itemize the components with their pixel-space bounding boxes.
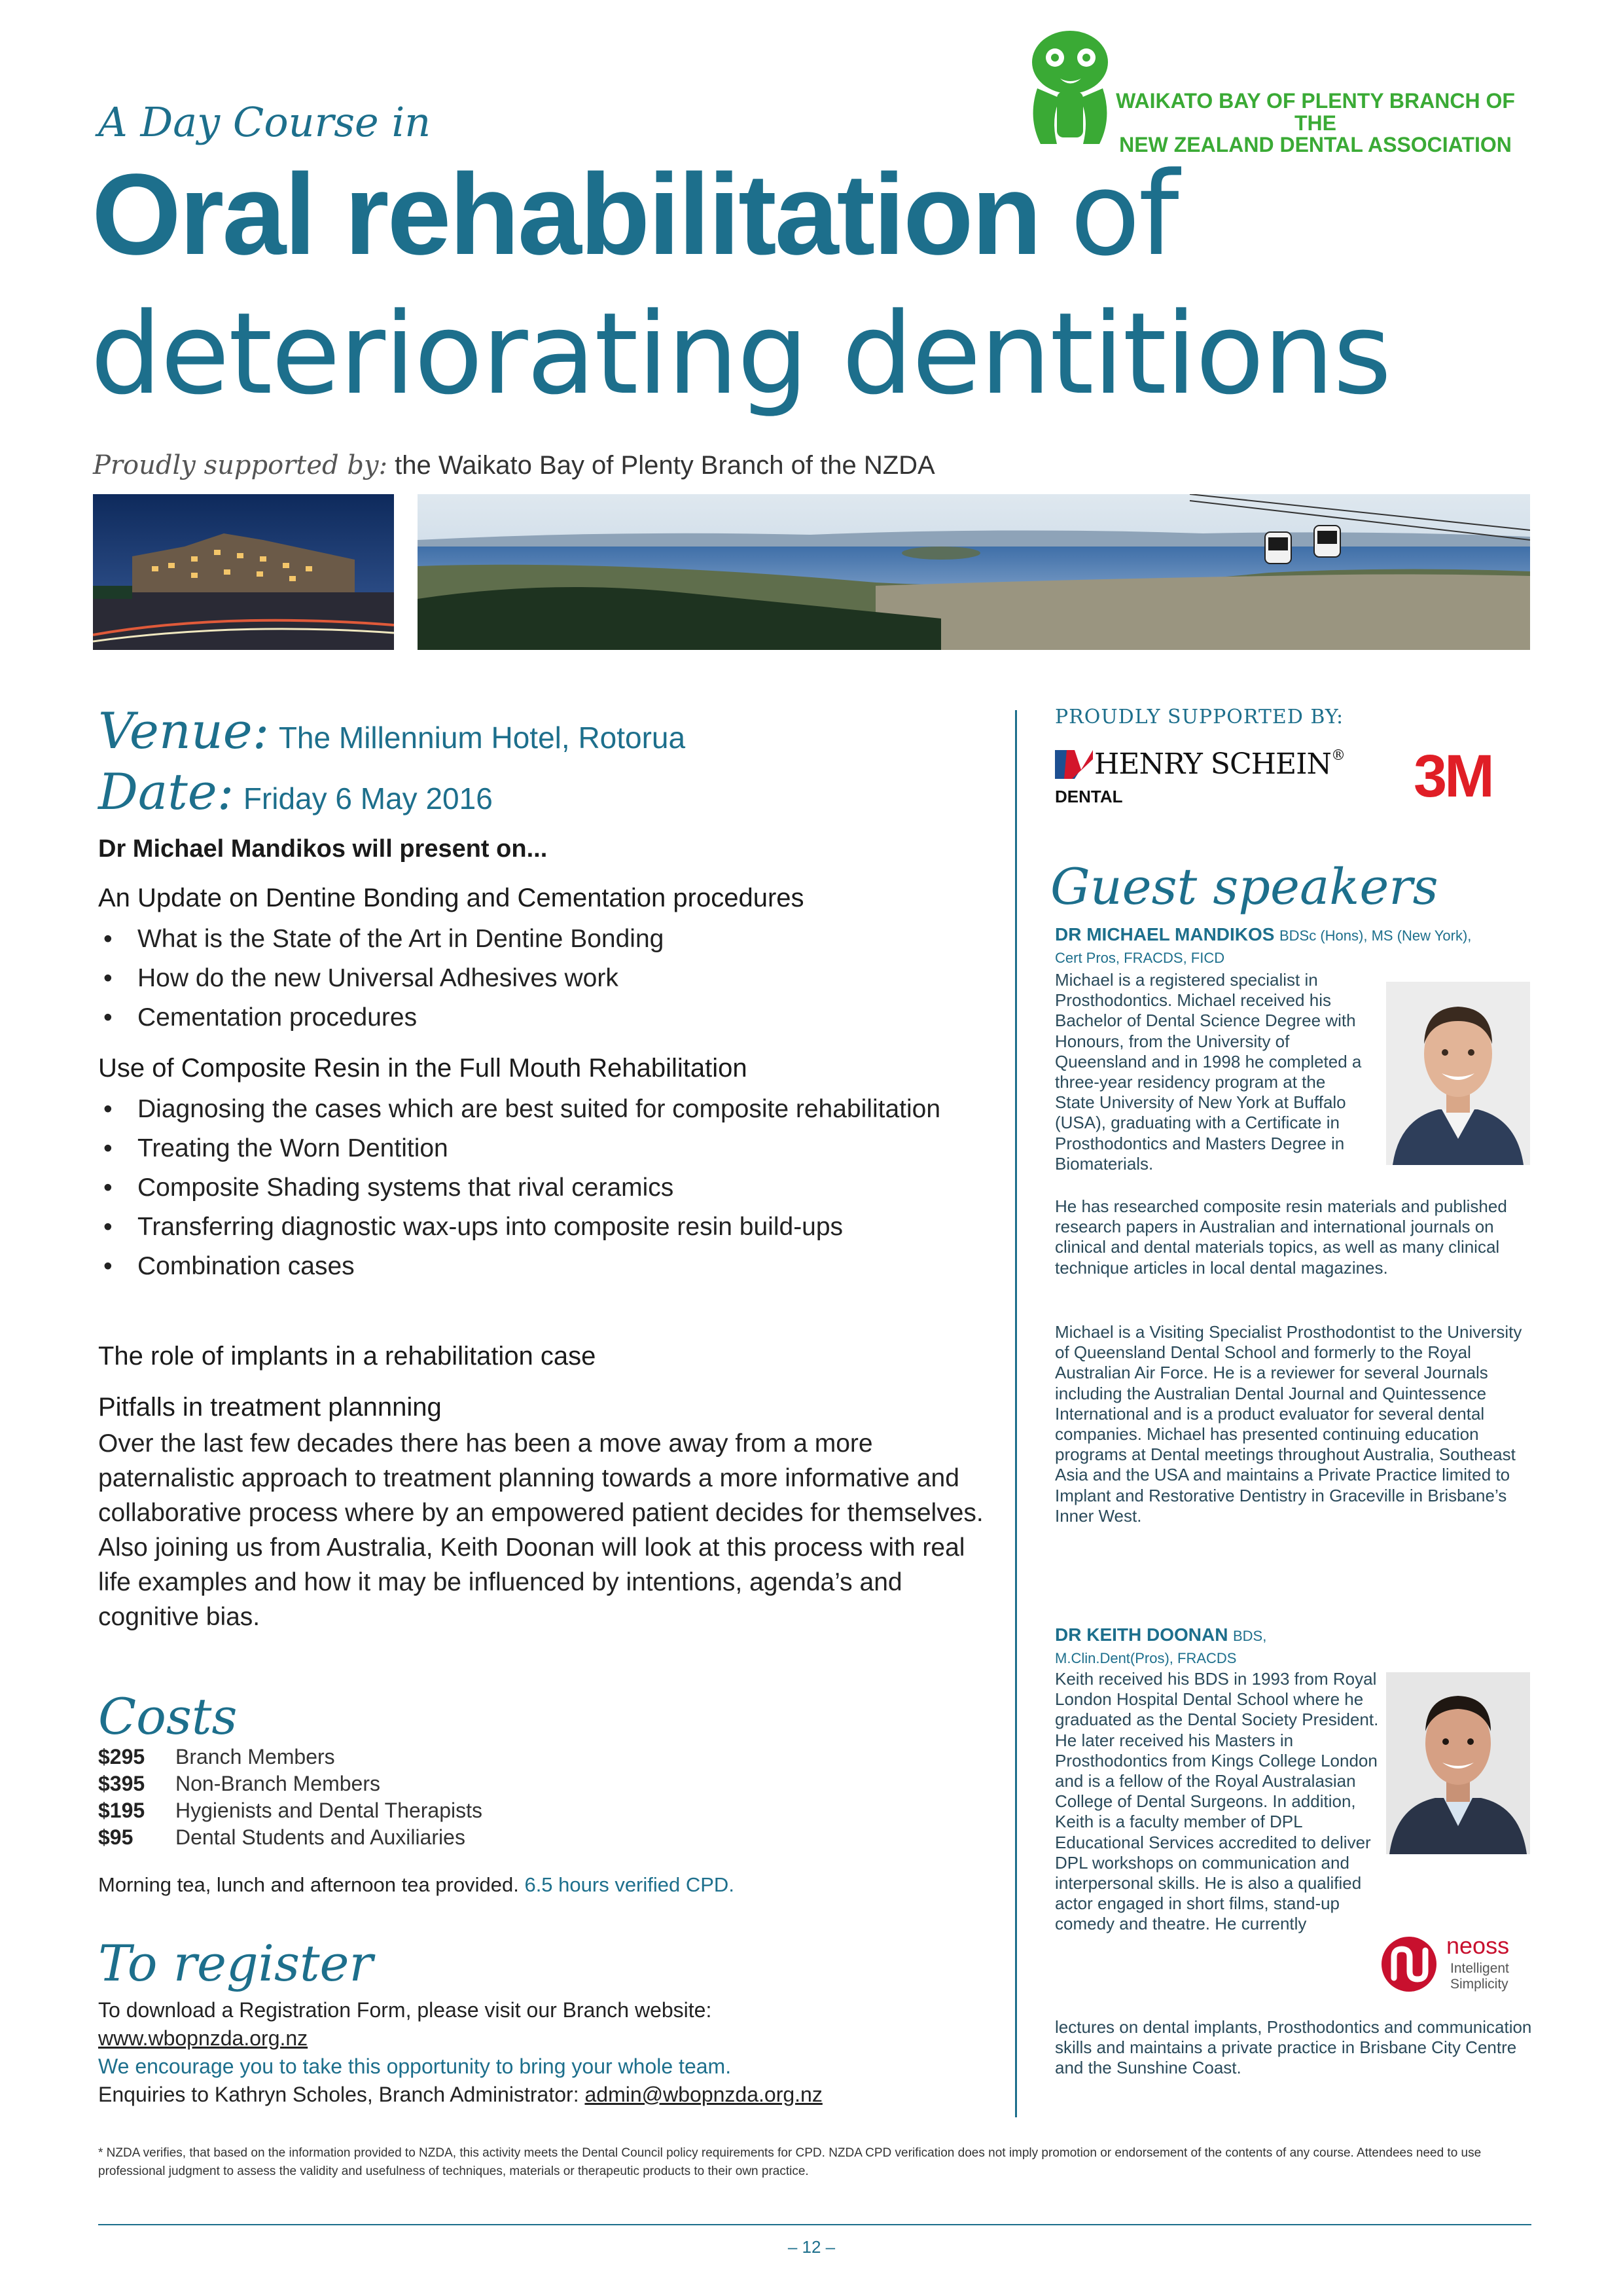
page-title-line2: deteriorating dentitions bbox=[90, 288, 1391, 420]
guest-speakers-heading: Guest speakers bbox=[1050, 857, 1438, 916]
program-section-implants bbox=[98, 1342, 596, 1378]
speaker2-name-text: DR KEITH DOONAN bbox=[1055, 1624, 1228, 1645]
section-paragraph: Over the last few decades there has been a move away from a more paternalistic approach to treatment planning towards a more informative and collaborative process where by an empowered patient decides for themselves. Also joining us from Australia, Keith Doonan will look at this process with real life examples and how it may be influenced by intentions, agenda’s and cognitive bias. bbox=[98, 1429, 984, 1631]
henry-schein-name: HENRY SCHEIN bbox=[1094, 747, 1331, 781]
nzda-branch-logo bbox=[1021, 26, 1518, 157]
hotel-photo bbox=[93, 494, 394, 650]
section-title: Use of Composite Resin in the Full Mouth Rehabilitation bbox=[98, 1054, 747, 1083]
speaker1-credentials2: Cert Pros, FRACDS, FICD bbox=[1055, 950, 1225, 966]
section-title: An Update on Dentine Bonding and Cementation procedures bbox=[98, 884, 804, 912]
list-item: • Composite Shading systems that rival ceramics bbox=[98, 1168, 988, 1208]
tiki-logo-icon bbox=[1021, 26, 1119, 147]
course-intro: A Day Course in bbox=[98, 98, 431, 146]
title-bold: Oral rehabilitation bbox=[92, 151, 1041, 279]
list-item: • Treating the Worn Dentition bbox=[98, 1129, 988, 1168]
speaker2-credentials: BDS, bbox=[1232, 1628, 1267, 1644]
speaker2-name bbox=[1055, 1624, 1513, 1669]
list-item: • What is the State of the Art in Dentine Bonding bbox=[98, 920, 804, 959]
speaker2-photo bbox=[1386, 1672, 1530, 1854]
column-divider bbox=[1015, 710, 1017, 2117]
cost-price: $95 bbox=[98, 1825, 134, 1849]
date-label: Date: bbox=[98, 762, 234, 821]
cost-price: $195 bbox=[98, 1799, 145, 1822]
list-item: • How do the new Universal Adhesives work bbox=[98, 959, 804, 998]
list-item: • Transferring diagnostic wax-ups into composite resin build-ups bbox=[98, 1208, 988, 1247]
speaker1-bio-intro: Michael is a registered specialist in Prosthodontics. Michael received his Bachelor of Dental Science Degree with Honours, from the University of Queensland and in 1998 he completed a three-year residency program at the State University of New York at Buffalo (USA), graduating with a Certificate in Prosthodontics and Masters Degree in Biomaterials. bbox=[1055, 970, 1362, 1174]
program-section-composite bbox=[98, 1054, 988, 1286]
page-title-line1 bbox=[92, 147, 1177, 281]
cost-desc: Non-Branch Members bbox=[175, 1772, 380, 1795]
enquiries-text: Enquiries to Kathryn Scholes, Branch Administrator: bbox=[98, 2083, 579, 2106]
cpd-hours: 6.5 hours verified CPD. bbox=[524, 1873, 734, 1896]
email-link[interactable]: admin@wbopnzda.org.nz bbox=[584, 2083, 823, 2106]
neoss-tagline-2: Simplicity bbox=[1450, 1977, 1508, 1992]
supported-value: the Waikato Bay of Plenty Branch of the NZDA bbox=[395, 451, 935, 480]
website-link[interactable]: www.wbopnzda.org.nz bbox=[98, 2026, 308, 2050]
speaker2-bio-intro: Keith received his BDS in 1993 from Royal London Hospital Dental School where he graduated as the Dental Society President. He later received his Masters in Prosthodontics from Kings College London and is a fellow of the Royal Australasian College of Dental Surgeons. In addition, Keith is a faculty member of DPL Educational Services accredited to deliver DPL workshops on communication and interpersonal skills. He is also a qualified actor engaged in short films, stand-up comedy and theatre. He currently bbox=[1055, 1669, 1379, 1934]
bullet-list bbox=[98, 920, 804, 1037]
cost-desc: Hygienists and Dental Therapists bbox=[175, 1799, 482, 1822]
venue-row bbox=[98, 702, 685, 760]
footer-divider bbox=[98, 2224, 1531, 2225]
logo-text-line1: WAIKATO BAY OF PLENTY BRANCH OF THE bbox=[1116, 89, 1515, 135]
cost-row bbox=[98, 1745, 482, 1772]
provided-text: Morning tea, lunch and afternoon tea provided. bbox=[98, 1873, 519, 1896]
henry-schein-logo bbox=[1055, 746, 1349, 812]
list-item: • Combination cases bbox=[98, 1247, 988, 1286]
speaker1-bio-visiting: Michael is a Visiting Specialist Prosthodontist to the University of Queensland Dental School and formerly to the Royal Australian Air Force. He is a reviewer for several Journals including the Australian Dental Journal and Quintessence International and is a product evaluator for several dental companies. Michael has presented continuing education programs at Dental meetings throughout Australia, Southeast Asia and the USA and maintains a Private Practice limited to Implant and Restorative Dentistry in Graceville in Brisbane’s Inner West. bbox=[1055, 1322, 1522, 1526]
henry-schein-mark-icon bbox=[1055, 750, 1093, 779]
register-block bbox=[98, 1996, 823, 2109]
henry-schein-sub: DENTAL bbox=[1055, 787, 1123, 806]
supported-label: Proudly supported by: bbox=[93, 450, 388, 480]
henry-schein-reg: ® bbox=[1330, 747, 1345, 764]
enquiries-line bbox=[98, 2081, 823, 2109]
page-number: – 12 – bbox=[787, 2237, 836, 2257]
program-section-pitfalls bbox=[98, 1393, 1001, 1634]
speaker1-bio-research: He has researched composite resin materials and published research papers in Australian and international journals on clinical and dental materials topics, as well as many clinical technique articles in local dental magazines. bbox=[1055, 1196, 1507, 1278]
neoss-logo bbox=[1380, 1932, 1537, 1998]
register-line: To download a Registration Form, please visit our Branch website: bbox=[98, 1998, 712, 2022]
speaker2-credentials2: M.Clin.Dent(Pros), FRACDS bbox=[1055, 1650, 1237, 1666]
provided-note bbox=[98, 1873, 734, 1897]
costs-list bbox=[98, 1745, 482, 1852]
section-title: The role of implants in a rehabilitation case bbox=[98, 1342, 596, 1371]
henry-schein-text bbox=[1094, 747, 1345, 781]
logo-text-line2: NEW ZEALAND DENTAL ASSOCIATION bbox=[1119, 133, 1512, 157]
cpd-disclaimer: * NZDA verifies, that based on the information provided to NZDA, this activity meets the Dental Council policy requirements for CPD. NZDA CPD verification does not imply promotion or endorsement of the contents of any course. Attendees need to use professional judgment to assess the validity and usefulness of techniques, materials or therapeutic products to their own practice. bbox=[98, 2146, 1482, 2178]
section-title: Pitfalls in treatment plannning bbox=[98, 1393, 442, 1422]
presenter-heading: Dr Michael Mandikos will present on... bbox=[98, 835, 548, 863]
speaker1-photo bbox=[1386, 982, 1530, 1165]
date-value: Friday 6 May 2016 bbox=[243, 781, 493, 816]
cost-row bbox=[98, 1825, 482, 1852]
title-of: of bbox=[1069, 147, 1177, 281]
date-row bbox=[98, 762, 493, 821]
venue-value: The Millennium Hotel, Rotorua bbox=[278, 721, 686, 755]
cost-row bbox=[98, 1799, 482, 1825]
encourage-text: We encourage you to take this opportunity to bring your whole team. bbox=[98, 2054, 732, 2078]
bullet-list bbox=[98, 1090, 988, 1286]
sponsors-label: PROUDLY SUPPORTED BY: bbox=[1055, 706, 1344, 728]
cost-price: $295 bbox=[98, 1745, 145, 1768]
list-item: • Cementation procedures bbox=[98, 998, 804, 1037]
speaker2-bio-lectures: lectures on dental implants, Prosthodontics and communication skills and maintains a private practice in Brisbane City Centre and the Sunshine Coast. bbox=[1055, 2017, 1532, 2078]
cost-row bbox=[98, 1772, 482, 1799]
neoss-mark-icon bbox=[1380, 1935, 1438, 1994]
speaker1-name-text: DR MICHAEL MANDIKOS bbox=[1055, 924, 1275, 944]
cost-desc: Branch Members bbox=[175, 1745, 335, 1768]
neoss-name: neoss bbox=[1446, 1932, 1510, 1959]
speaker1-name bbox=[1055, 924, 1526, 969]
cost-price: $395 bbox=[98, 1772, 145, 1795]
3m-logo: 3M bbox=[1414, 743, 1492, 810]
program-section-bonding bbox=[98, 884, 804, 1037]
venue-label: Venue: bbox=[98, 702, 270, 760]
cost-desc: Dental Students and Auxiliaries bbox=[175, 1825, 465, 1849]
neoss-tagline-1: Intelligent bbox=[1450, 1961, 1509, 1976]
speaker1-credentials: BDSc (Hons), MS (New York), bbox=[1279, 927, 1472, 944]
costs-heading: Costs bbox=[98, 1687, 238, 1746]
lake-panorama-photo bbox=[418, 494, 1530, 650]
list-item: • Diagnosing the cases which are best suited for composite rehabilitation bbox=[98, 1090, 949, 1129]
register-heading: To register bbox=[98, 1934, 373, 1992]
logo-text bbox=[1113, 90, 1518, 156]
supported-by-row bbox=[93, 450, 935, 480]
